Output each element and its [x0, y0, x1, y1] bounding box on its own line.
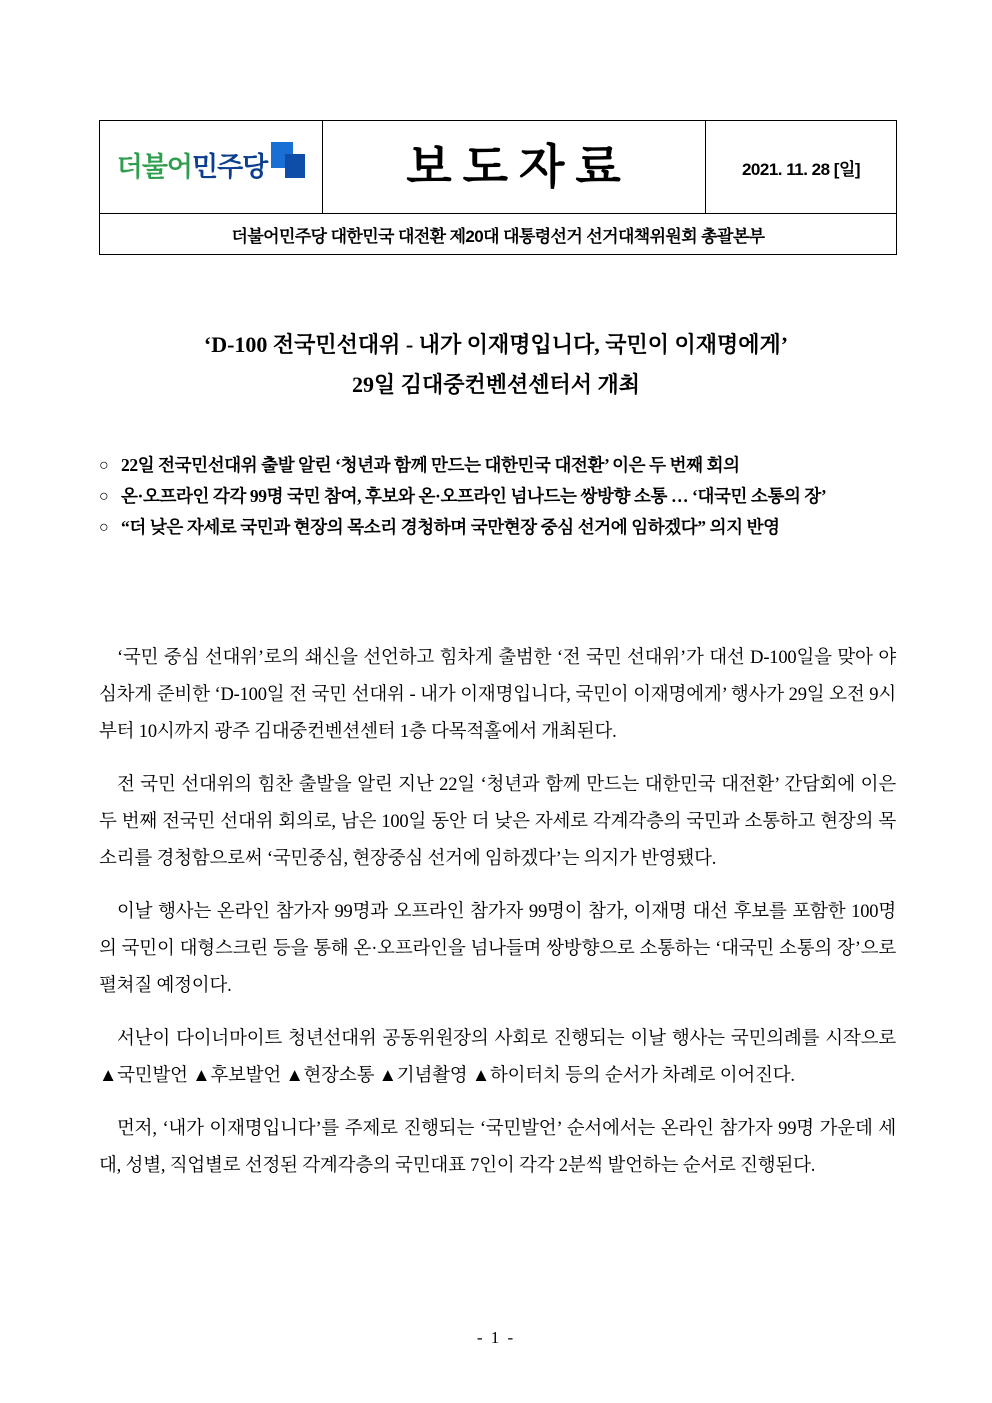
summary-item [99, 481, 899, 512]
emblem-square-dark [285, 154, 305, 178]
bullet-icon: ○ [99, 519, 109, 536]
document-header [99, 120, 893, 255]
document-date: 2021. 11. 28 [일] [741, 159, 861, 179]
bullet-icon: ○ [99, 457, 109, 474]
summary-item [99, 512, 899, 543]
document-date-cell [706, 121, 897, 214]
headline [99, 325, 893, 405]
summary-item-text: 22일 전국민선대위 출발 알린 ‘청년과 함께 만드는 대한민국 대전환’ 이은 두 번째 회의 [121, 455, 740, 475]
organization-line: 더불어민주당 대한민국 대전환 제20대 대통령선거 선거대책위원회 총괄본부 [100, 214, 897, 255]
party-logo-text [116, 151, 268, 182]
page-number: - 1 - [476, 1328, 516, 1347]
summary-item [99, 450, 899, 481]
summary-item-text: 온·오프라인 각각 99명 국민 참여, 후보와 온·오프라인 넘나드는 쌍방향 소통 … ‘대국민 소통의 장’ [121, 486, 827, 506]
header-table [99, 120, 897, 255]
headline-line-2: 29일 김대중컨벤션센터서 개최 [351, 372, 641, 397]
body-paragraph: 먼저, ‘내가 이재명입니다’를 주제로 진행되는 ‘국민발언’ 순서에서는 온라인 참가자 99명 가운데 세대, 성별, 직업별로 선정된 각계각층의 국민대표 7인이 각각 2분씩 발언하는 순서로 진행된다. [99, 1119, 896, 1176]
bullet-icon: ○ [99, 488, 109, 505]
headline-line-1: ‘D-100 전국민선대위 - 내가 이재명입니다, 국민이 이재명에게’ [203, 332, 789, 357]
summary-item-text: “더 낮은 자세로 국민과 현장의 목소리 경청하며 국만현장 중심 선거에 임하겠다” 의지 반영 [121, 517, 780, 537]
party-emblem-icon [271, 142, 305, 182]
body-content [99, 640, 896, 1201]
summary-list [99, 450, 899, 543]
body-paragraph: ‘국민 중심 선대위’로의 쇄신을 선언하고 힘차게 출범한 ‘전 국민 선대위’가 대선 D-100일을 맞아 야심차게 준비한 ‘D-100일 전 국민 선대위 - 내가 이재명입니다, 국민이 이재명에게’ 행사가 29일 오전 9시부터 10시까지 광주 김대중컨벤션센터 1층 다목적홀에서 개최된다. [99, 648, 896, 742]
party-logo [100, 121, 322, 213]
body-paragraph: 이날 행사는 온라인 참가자 99명과 오프라인 참가자 99명이 참가, 이재명 대선 후보를 포함한 100명의 국민이 대형스크린 등을 통해 온·오프라인을 넘나들며 쌍방향으로 소통하는 ‘대국민 소통의 장’으로 펼쳐질 예정이다. [99, 902, 896, 996]
party-logo-cell [100, 121, 323, 214]
party-logo-text-green: 더불어 [116, 151, 192, 182]
document-title: 보도자료 [406, 140, 632, 193]
body-paragraph: 전 국민 선대위의 힘찬 출발을 알린 지난 22일 ‘청년과 함께 만드는 대한민국 대전환’ 간담회에 이은 두 번째 전국민 선대위 회의로, 남은 100일 동안 더 낮은 자세로 각계각층의 국민과 소통하고 현장의 목소리를 경청함으로써 ‘국민중심, 현장중심 선거에 임하겠다’는 의지가 반영됐다. [99, 775, 896, 869]
body-paragraph: 서난이 다이너마이트 청년선대위 공동위원장의 사회로 진행되는 이날 행사는 국민의례를 시작으로 ▲국민발언 ▲후보발언 ▲현장소통 ▲기념촬영 ▲하이터치 등의 순서가 차례로 이어진다. [99, 1029, 896, 1086]
party-logo-text-blue: 민주당 [192, 151, 268, 182]
document-title-cell [323, 121, 706, 214]
